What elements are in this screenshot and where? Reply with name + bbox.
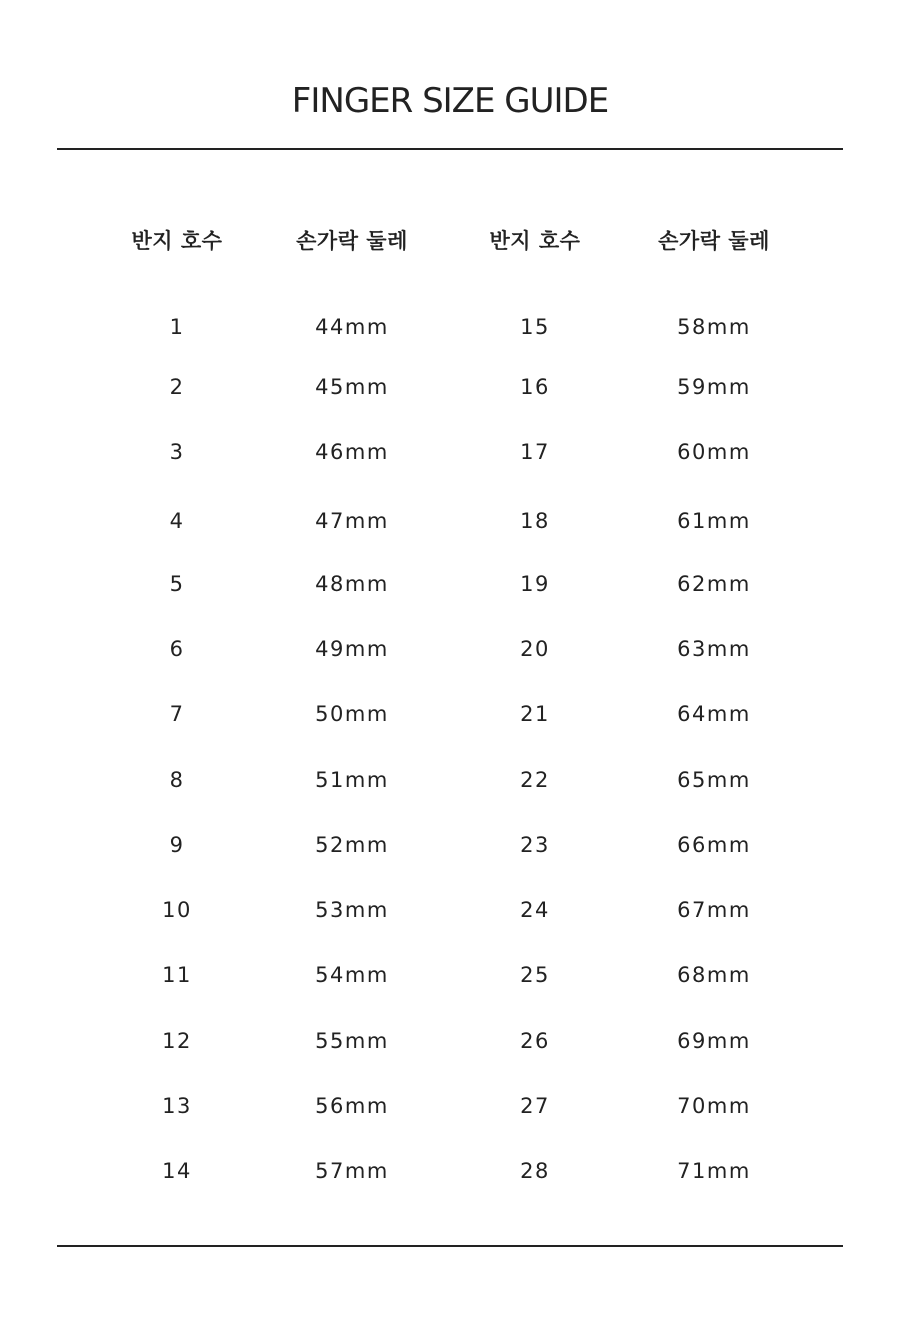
ring-size-cell: 5 [169, 572, 185, 596]
circumference-cell: 54mm [315, 963, 389, 987]
header-circumference-left: 손가락 둘레 [296, 229, 408, 253]
circumference-cell: 69mm [677, 1029, 751, 1053]
ring-size-cell: 24 [520, 898, 550, 922]
circumference-cell: 52mm [315, 833, 389, 857]
circumference-cell: 58mm [677, 315, 751, 339]
ring-size-cell: 3 [169, 440, 185, 464]
circumference-cell: 64mm [677, 702, 751, 726]
circumference-cell: 51mm [315, 768, 389, 792]
ring-size-cell: 15 [520, 315, 550, 339]
circumference-cell: 49mm [315, 637, 389, 661]
circumference-cell: 53mm [315, 898, 389, 922]
circumference-cell: 62mm [677, 572, 751, 596]
circumference-cell: 57mm [315, 1159, 389, 1183]
ring-size-cell: 9 [169, 833, 185, 857]
ring-size-cell: 2 [169, 375, 185, 399]
circumference-cell: 55mm [315, 1029, 389, 1053]
header-ring-size-right: 반지 호수 [489, 229, 581, 253]
circumference-cell: 45mm [315, 375, 389, 399]
ring-size-cell: 17 [520, 440, 550, 464]
ring-size-cell: 27 [520, 1094, 550, 1118]
circumference-cell: 70mm [677, 1094, 751, 1118]
ring-size-cell: 28 [520, 1159, 550, 1183]
circumference-cell: 67mm [677, 898, 751, 922]
page-title: FINGER SIZE GUIDE [291, 81, 609, 121]
circumference-cell: 71mm [677, 1159, 751, 1183]
circumference-cell: 50mm [315, 702, 389, 726]
circumference-cell: 56mm [315, 1094, 389, 1118]
circumference-cell: 66mm [677, 833, 751, 857]
ring-size-cell: 22 [520, 768, 550, 792]
circumference-cell: 59mm [677, 375, 751, 399]
ring-size-cell: 23 [520, 833, 550, 857]
circumference-cell: 63mm [677, 637, 751, 661]
ring-size-cell: 20 [520, 637, 550, 661]
circumference-cell: 46mm [315, 440, 389, 464]
header-circumference-right: 손가락 둘레 [658, 229, 770, 253]
ring-size-cell: 21 [520, 702, 550, 726]
circumference-cell: 48mm [315, 572, 389, 596]
circumference-cell: 60mm [677, 440, 751, 464]
circumference-cell: 65mm [677, 768, 751, 792]
ring-size-cell: 25 [520, 963, 550, 987]
ring-size-cell: 10 [162, 898, 192, 922]
ring-size-cell: 7 [169, 702, 185, 726]
top-divider [57, 148, 843, 150]
ring-size-cell: 13 [162, 1094, 192, 1118]
ring-size-cell: 26 [520, 1029, 550, 1053]
circumference-cell: 61mm [677, 509, 751, 533]
circumference-cell: 44mm [315, 315, 389, 339]
ring-size-cell: 16 [520, 375, 550, 399]
ring-size-cell: 14 [162, 1159, 192, 1183]
ring-size-cell: 6 [169, 637, 185, 661]
bottom-divider [57, 1245, 843, 1247]
ring-size-cell: 12 [162, 1029, 192, 1053]
header-ring-size-left: 반지 호수 [131, 229, 223, 253]
ring-size-cell: 8 [169, 768, 185, 792]
ring-size-cell: 1 [169, 315, 185, 339]
circumference-cell: 68mm [677, 963, 751, 987]
ring-size-cell: 19 [520, 572, 550, 596]
ring-size-cell: 4 [169, 509, 185, 533]
circumference-cell: 47mm [315, 509, 389, 533]
ring-size-cell: 18 [520, 509, 550, 533]
ring-size-cell: 11 [162, 963, 192, 987]
